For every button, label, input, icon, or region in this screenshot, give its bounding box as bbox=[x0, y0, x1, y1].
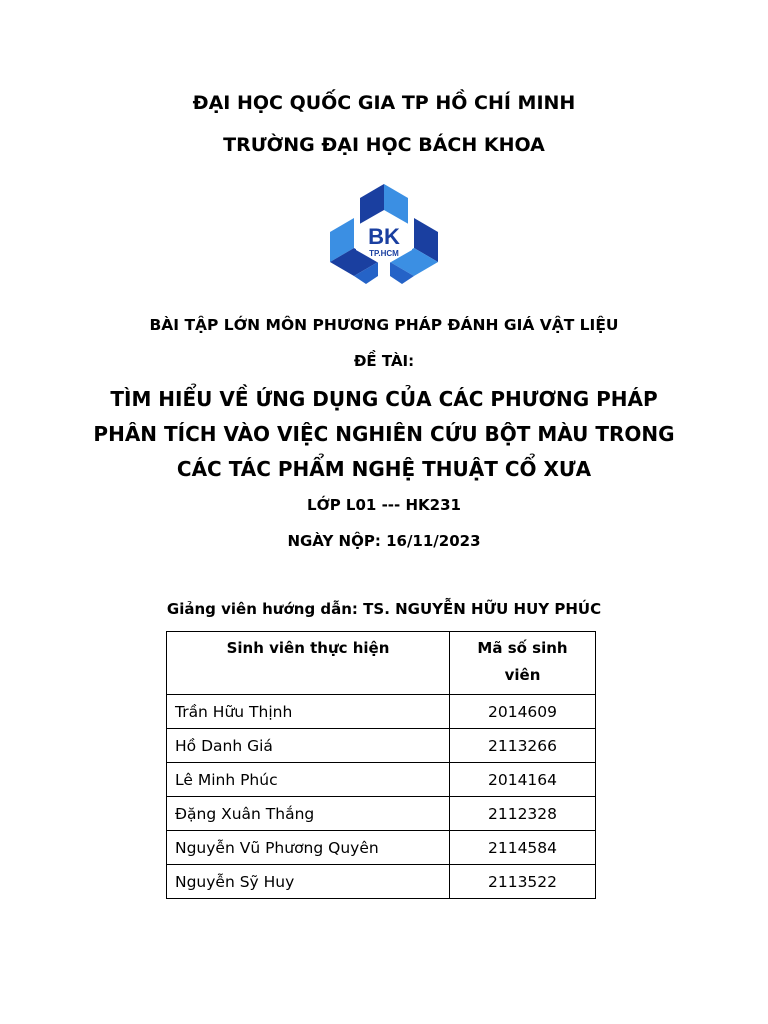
topic-label: ĐỀ TÀI: bbox=[353, 352, 415, 370]
student-name: Nguyễn Vũ Phương Quyên bbox=[167, 831, 450, 865]
student-id: 2112328 bbox=[450, 797, 596, 831]
title-line: TÌM HIỂU VỀ ỨNG DỤNG CỦA CÁC PHƯƠNG PHÁP bbox=[110, 387, 658, 411]
table-row bbox=[167, 831, 596, 865]
student-name: Lê Minh Phúc bbox=[167, 763, 450, 797]
school-name: TRƯỜNG ĐẠI HỌC BÁCH KHOA bbox=[223, 134, 545, 156]
title-line: PHÂN TÍCH VÀO VIỆC NGHIÊN CỨU BỘT MÀU TRONG bbox=[93, 422, 675, 446]
logo-city-text: TP.HCM bbox=[369, 249, 399, 258]
bk-logo bbox=[318, 170, 450, 294]
student-id: 2114584 bbox=[450, 831, 596, 865]
class-info: LỚP L01 --- HK231 bbox=[307, 496, 461, 514]
student-name: Hồ Danh Giá bbox=[167, 729, 450, 763]
header-student-id: Mã số sinh viên bbox=[450, 632, 596, 695]
advisor-info: Giảng viên hướng dẫn: TS. NGUYỄN HỮU HUY PHÚC bbox=[166, 600, 602, 618]
student-table bbox=[166, 631, 596, 899]
student-id: 2014164 bbox=[450, 763, 596, 797]
table-header-row bbox=[167, 632, 596, 695]
table-row bbox=[167, 865, 596, 899]
title-line: CÁC TÁC PHẨM NGHỆ THUẬT CỔ XƯA bbox=[176, 457, 592, 481]
student-name: Đặng Xuân Thắng bbox=[167, 797, 450, 831]
header-student-name: Sinh viên thực hiện bbox=[167, 632, 450, 695]
student-id: 2113266 bbox=[450, 729, 596, 763]
university-name: ĐẠI HỌC QUỐC GIA TP HỒ CHÍ MINH bbox=[192, 92, 576, 114]
course-name: BÀI TẬP LỚN MÔN PHƯƠNG PHÁP ĐÁNH GIÁ VẬT LIỆU bbox=[149, 316, 619, 334]
table-row bbox=[167, 729, 596, 763]
table-row bbox=[167, 763, 596, 797]
bk-logo-graphic bbox=[318, 170, 450, 294]
student-id: 2014609 bbox=[450, 695, 596, 729]
student-name: Nguyễn Sỹ Huy bbox=[167, 865, 450, 899]
submission-date: NGÀY NỘP: 16/11/2023 bbox=[287, 532, 481, 550]
student-id: 2113522 bbox=[450, 865, 596, 899]
table-row bbox=[167, 797, 596, 831]
table-row bbox=[167, 695, 596, 729]
logo-bk-text: BK bbox=[368, 224, 400, 249]
student-name: Trần Hữu Thịnh bbox=[167, 695, 450, 729]
report-title bbox=[60, 382, 708, 487]
